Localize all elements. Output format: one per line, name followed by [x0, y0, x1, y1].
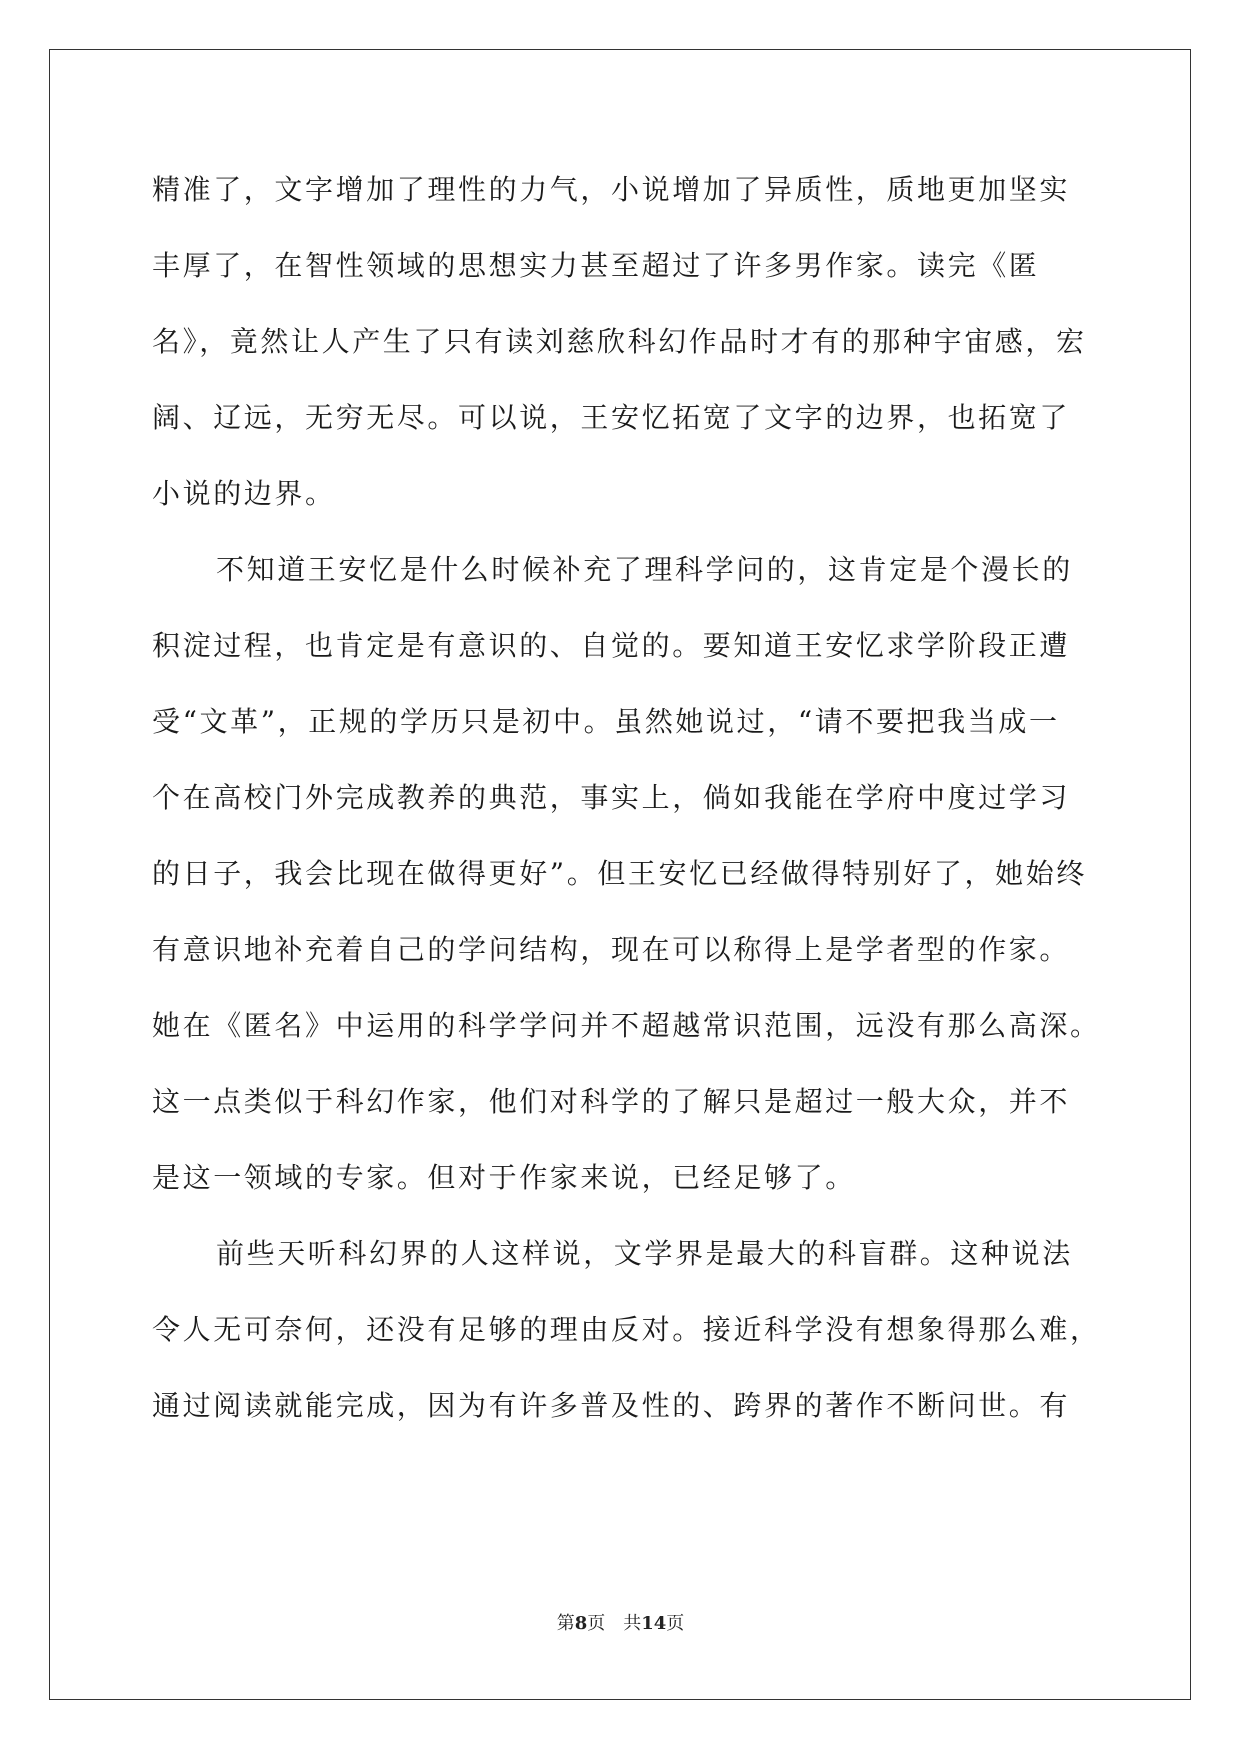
text-line: 令人无可奈何，还没有足够的理由反对。接近科学没有想象得那么难，	[152, 1313, 1101, 1346]
text-line: 有意识地补充着自己的学问结构，现在可以称得上是学者型的作家。	[152, 933, 1071, 966]
text-line: 精准了，文字增加了理性的力气，小说增加了异质性，质地更加坚实	[152, 173, 1071, 206]
text-line: 小说的边界。	[152, 477, 336, 510]
text-line: 她在《匿名》中运用的科学学问并不超越常识范围，远没有那么高深。	[152, 1009, 1101, 1042]
text-line: 的日子，我会比现在做得更好”。但王安忆已经做得特别好了，她始终	[152, 857, 1087, 890]
text-line: 积淀过程，也肯定是有意识的、自觉的。要知道王安忆求学阶段正遭	[152, 629, 1071, 662]
page-footer	[0, 1612, 1241, 1636]
current-page-number: 8	[574, 1613, 588, 1634]
text-line: 是这一领域的专家。但对于作家来说，已经足够了。	[152, 1161, 856, 1194]
text-line: 这一点类似于科幻作家，他们对科学的了解只是超过一般大众，并不	[152, 1085, 1071, 1118]
total-prefix: 共	[623, 1613, 642, 1634]
paragraph-start-line: 前些天听科幻界的人这样说，文学界是最大的科盲群。这种说法	[216, 1237, 1073, 1270]
text-line: 个在高校门外完成教养的典范，事实上，倘如我能在学府中度过学习	[152, 781, 1071, 814]
text-line: 丰厚了，在智性领域的思想实力甚至超过了许多男作家。读完《匿	[152, 249, 1040, 282]
text-line: 阔、辽远，无穷无尽。可以说，王安忆拓宽了文字的边界，也拓宽了	[152, 401, 1071, 434]
total-page-count: 14	[641, 1613, 667, 1634]
total-suffix: 页	[666, 1613, 685, 1634]
paragraph-start-line: 不知道王安忆是什么时候补充了理科学问的，这肯定是个漫长的	[216, 553, 1073, 586]
text-line: 受“文革”，正规的学历只是初中。虽然她说过，“请不要把我当成一	[152, 705, 1060, 738]
text-line: 名》，竟然让人产生了只有读刘慈欣科幻作品时才有的那种宇宙感，宏	[152, 325, 1087, 358]
page-suffix: 页	[587, 1613, 606, 1634]
page-prefix: 第	[556, 1613, 575, 1634]
text-line: 通过阅读就能完成，因为有许多普及性的、跨界的著作不断问世。有	[152, 1389, 1071, 1422]
body-text	[152, 152, 1101, 1444]
